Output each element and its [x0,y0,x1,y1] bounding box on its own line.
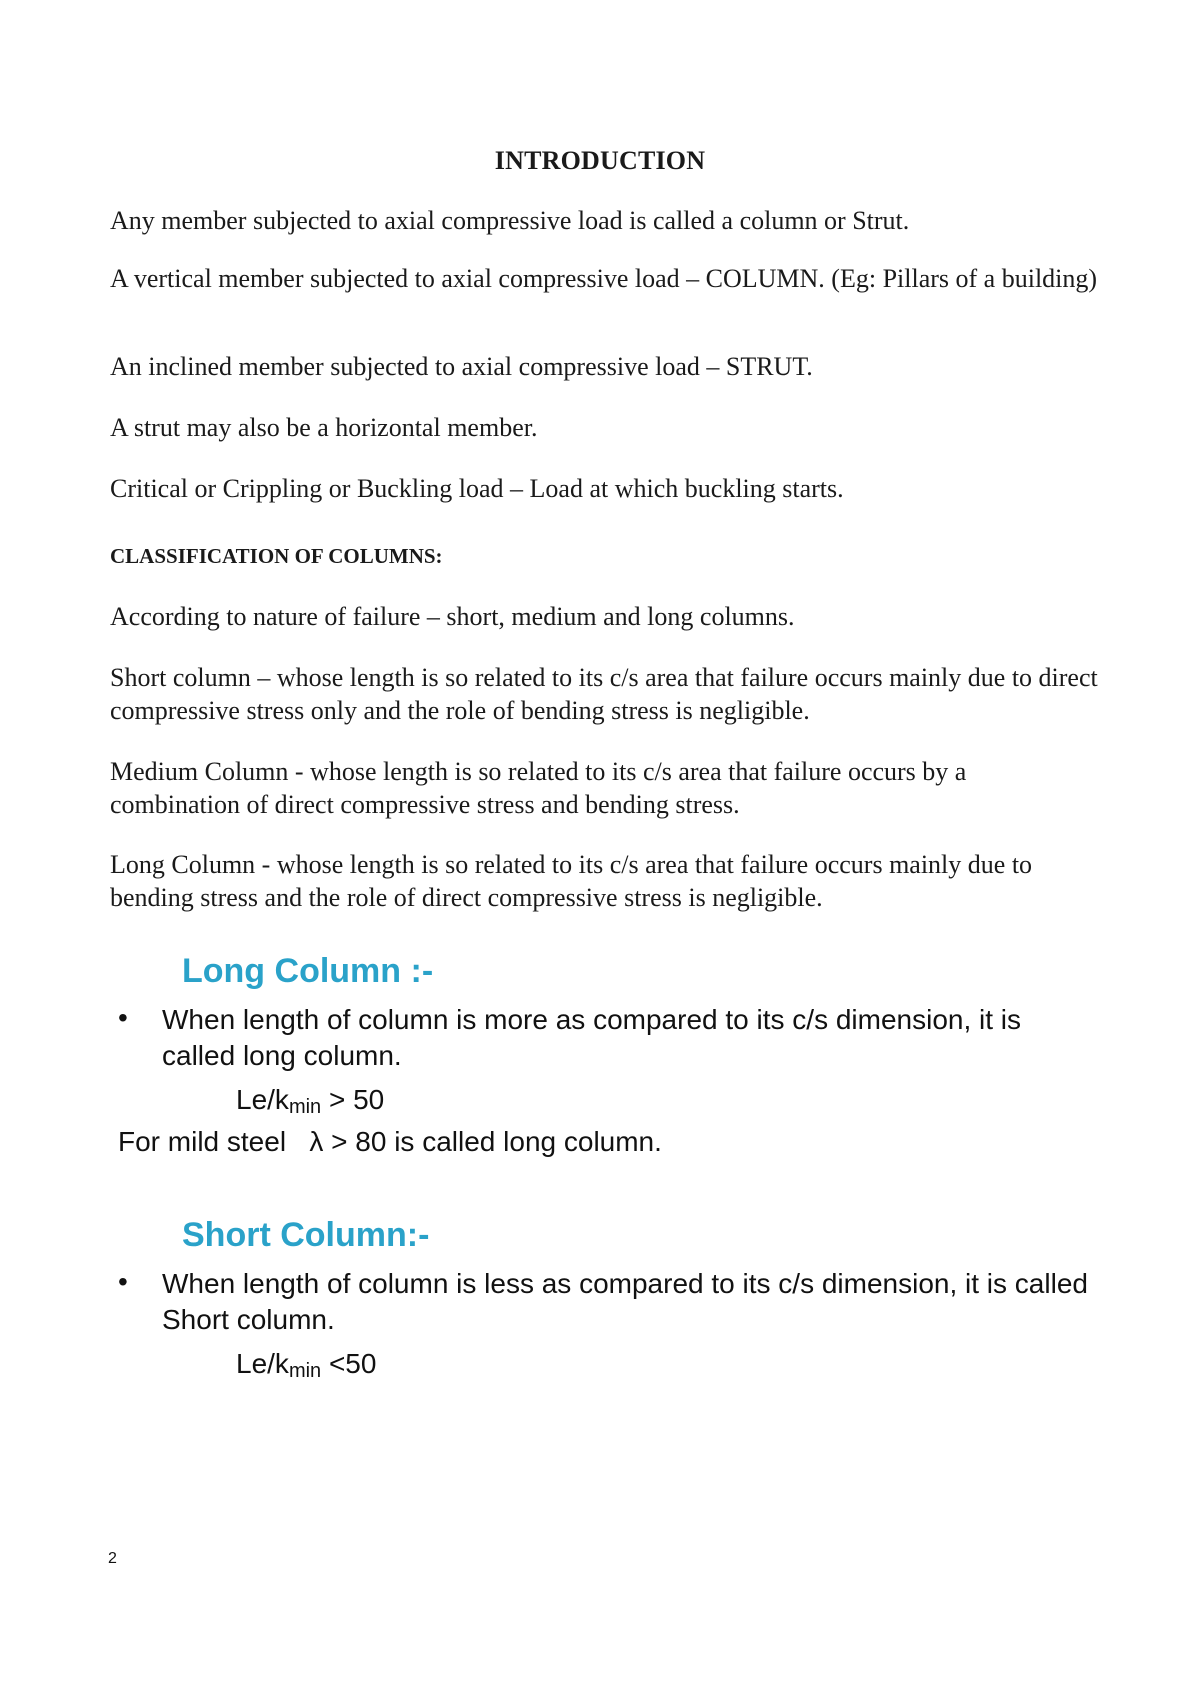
short-column-heading: Short Column:- [182,1216,430,1254]
classification-heading: CLASSIFICATION OF COLUMNS: [110,544,443,568]
formula-subscript: min [288,1360,322,1382]
long-column-bullet-text: When length of column is more as compared to its c/s dimension, it is called long column. [162,1004,1022,1071]
formula-subscript: min [288,1096,322,1118]
formula-base: Le/k [236,1084,289,1115]
medium-column-definition: Medium Column - whose length is so related to its c/s area that failure occurs by a combination of direct compressive stress and bending stress. [110,757,967,819]
intro-paragraph-4: A strut may also be a horizontal member. [110,413,538,442]
formula-condition: <50 [321,1348,377,1379]
short-column-definition: Short column – whose length is so related to its c/s area that failure occurs mainly due to direct compressive stress only and the role of bending stress is negligible. [110,663,1098,725]
intro-paragraph-5: Critical or Crippling or Buckling load – Load at which buckling starts. [110,474,844,503]
bullet-icon: • [118,1266,128,1297]
page-number: 2 [108,1550,117,1567]
short-column-bullet-text: When length of column is less as compared to its c/s dimension, it is called Short column. [162,1268,1088,1335]
intro-paragraph-2: A vertical member subjected to axial compressive load – COLUMN. (Eg: Pillars of a building) [110,264,1098,293]
formula-base: Le/k [236,1348,289,1379]
introduction-title: INTRODUCTION [494,146,706,175]
bullet-icon: • [118,1002,128,1033]
long-column-definition: Long Column - whose length is so related to its c/s area that failure occurs mainly due to bending stress and the role of direct compressive stress is negligible. [110,850,1033,912]
mild-steel-note: For mild steel λ > 80 is called long column. [118,1126,662,1157]
long-column-formula [236,1084,384,1116]
intro-paragraph-3: An inclined member subjected to axial compressive load – STRUT. [110,352,813,381]
intro-paragraph-1: Any member subjected to axial compressive load is called a column or Strut. [110,206,910,235]
classification-paragraph-1: According to nature of failure – short, medium and long columns. [110,602,795,631]
long-column-heading: Long Column :- [182,952,434,990]
short-column-formula [236,1348,376,1380]
formula-condition: > 50 [321,1084,385,1115]
